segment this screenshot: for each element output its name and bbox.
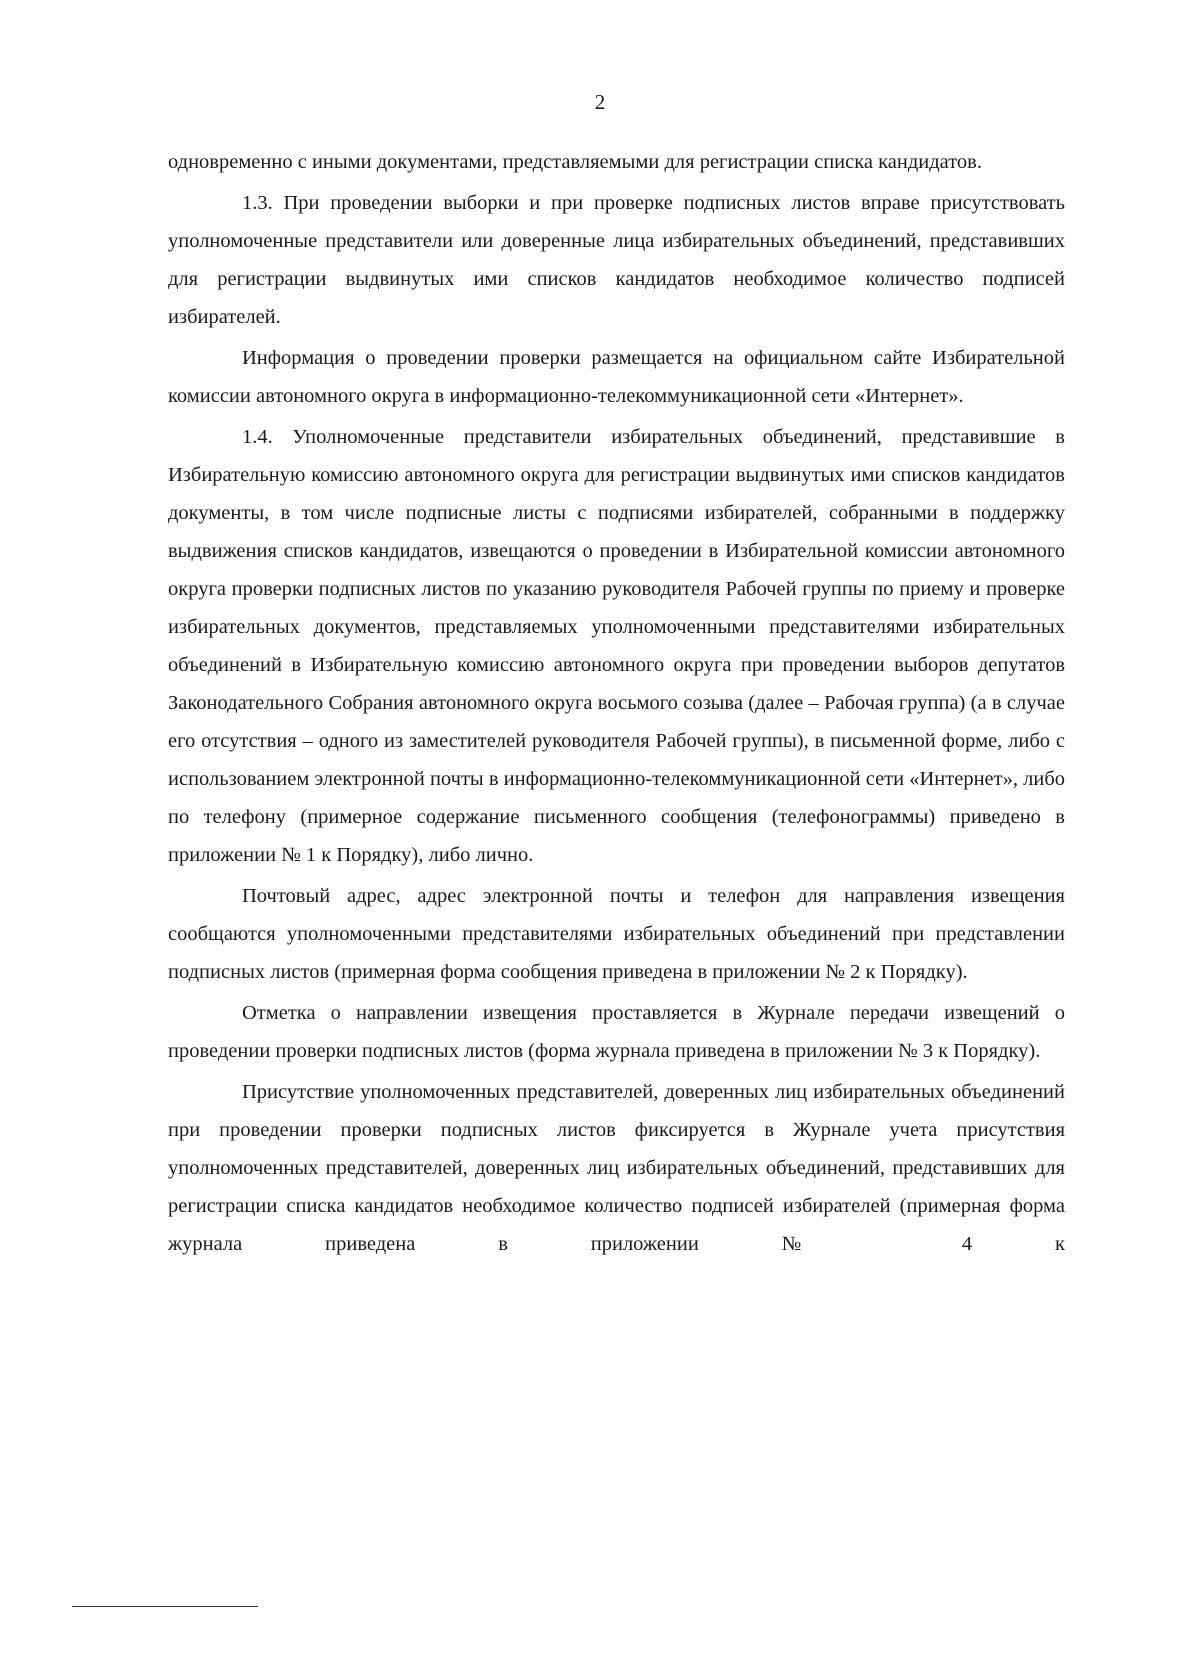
paragraph-attendance: Присутствие уполномоченных представителей, доверенных лиц избирательных объединений при проведении проверки подписных листов фиксируется в Журнале учета присутствия уполномоченных представителей, доверенных лиц избирательных объединений, представивших для регистрации списка кандидатов необходимое количество подписей избирателей (примерная форма журнала приведена в приложении № 4 к bbox=[168, 1081, 1065, 1255]
paragraph-1-3: 1.3. При проведении выборки и при проверке подписных листов вправе присутствовать уполномоченные представители или доверенные лица избирательных объединений, представивших для регистрации выдвинутых ими списков кандидатов необходимое количество подписей избирателей. bbox=[168, 192, 1065, 328]
document-body bbox=[168, 143, 1065, 1263]
page-number: 2 bbox=[594, 90, 606, 114]
paragraph-notification-mark: Отметка о направлении извещения проставляется в Журнале передачи извещений о проведении проверки подписных листов (форма журнала приведена в приложении № 3 к Порядку). bbox=[168, 1002, 1065, 1062]
paragraph-continuation: одновременно с иными документами, представляемыми для регистрации списка кандидатов. bbox=[168, 151, 982, 173]
paragraph-1-4: 1.4. Уполномоченные представители избирательных объединений, представившие в Избирательную комиссию автономного округа для регистрации выдвинутых ими списков кандидатов документы, в том числе подписные листы с подписями избирателей, собранными в поддержку выдвижения списков кандидатов, извещаются о проведении в Избирательной комиссии автономного округа проверки подписных листов по указанию руководителя Рабочей группы по приему и проверке избирательных документов, представляемых уполномоченными представителями избирательных объединений в Избирательную комиссию автономного округа при проведении выборов депутатов Законодательного Собрания автономного округа восьмого созыва (далее – Рабочая группа) (а в случае его отсутствия – одного из заместителей руководителя Рабочей группы), в письменной форме, либо с использованием электронной почты в информационно-телекоммуникационной сети «Интернет», либо по телефону (примерное содержание письменного сообщения (телефонограммы) приведено в приложении № 1 к Порядку), либо лично. bbox=[168, 426, 1065, 866]
footnote-divider bbox=[72, 1606, 258, 1607]
paragraph-information: Информация о проведении проверки размещается на официальном сайте Избирательной комиссии автономного округа в информационно-телекоммуникационной сети «Интернет». bbox=[168, 347, 1065, 407]
paragraph-postal-address: Почтовый адрес, адрес электронной почты и телефон для направления извещения сообщаются уполномоченными представителями избирательных объединений при представлении подписных листов (примерная форма сообщения приведена в приложении № 2 к Порядку). bbox=[168, 885, 1065, 983]
